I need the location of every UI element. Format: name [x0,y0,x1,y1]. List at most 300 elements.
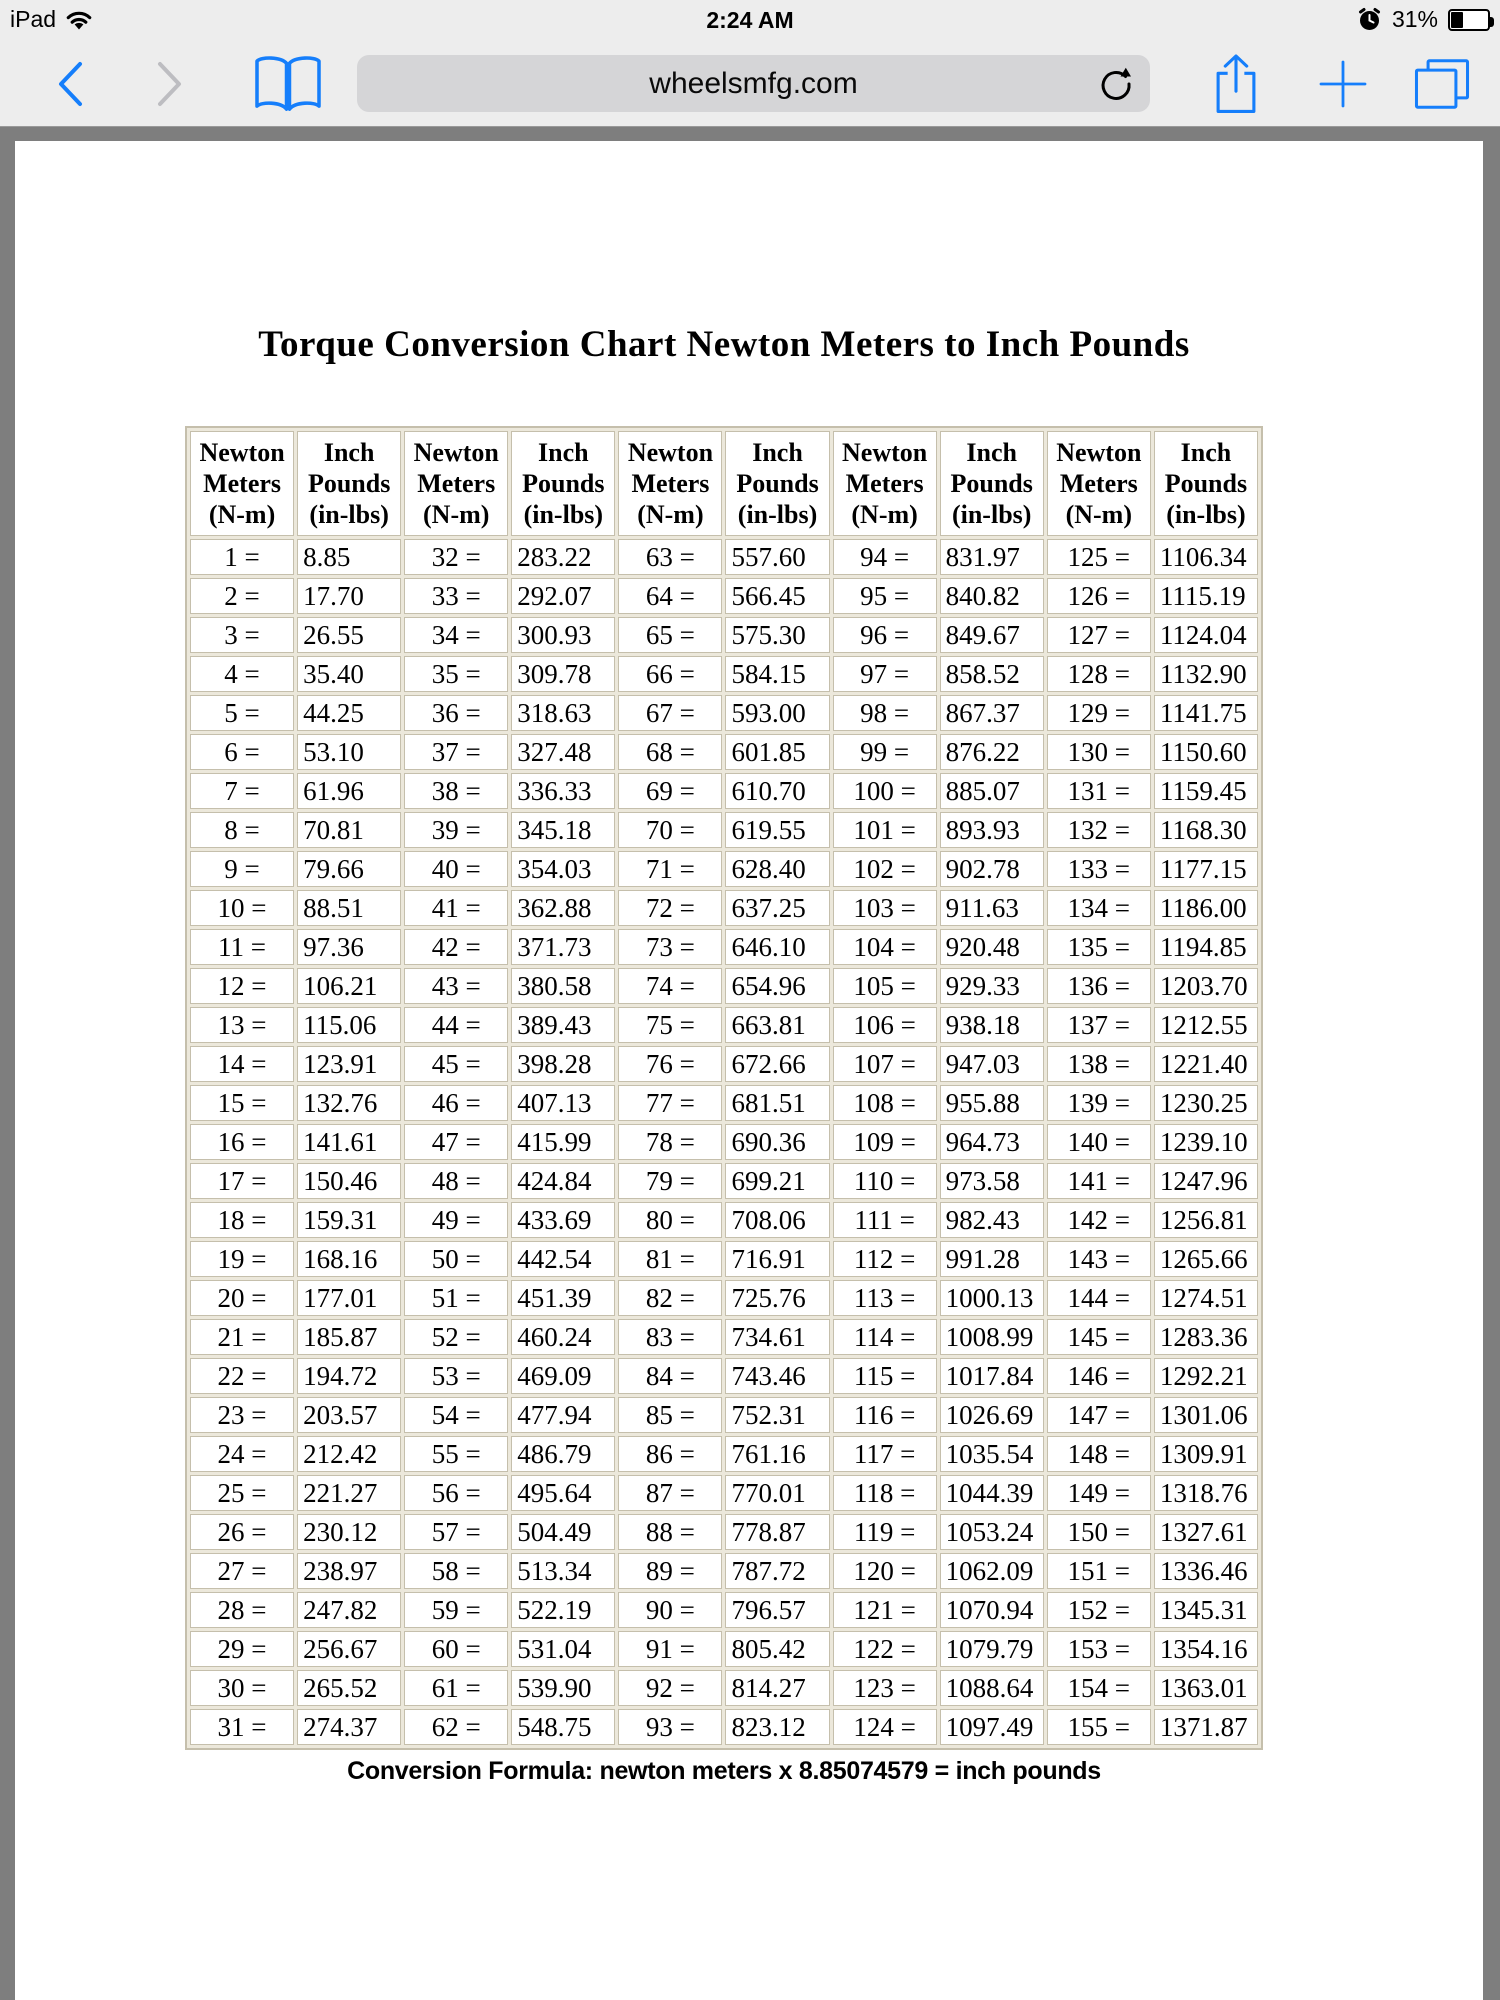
inch-pounds-cell: 398.28 [511,1046,615,1082]
newton-meters-cell: 137 = [1047,1007,1151,1043]
inch-pounds-cell: 991.28 [940,1241,1044,1277]
newton-meters-cell: 92 = [618,1670,722,1706]
inch-pounds-cell: 1159.45 [1154,773,1258,809]
newton-meters-cell: 142 = [1047,1202,1151,1238]
newton-meters-cell: 38 = [404,773,508,809]
newton-meters-cell: 76 = [618,1046,722,1082]
table-row [190,1553,1258,1589]
newton-meters-cell: 116 = [833,1397,937,1433]
page-title: Torque Conversion Chart Newton Meters to Inch Pounds [258,324,1190,365]
newton-meters-cell: 6 = [190,734,294,770]
newton-meters-cell: 12 = [190,968,294,1004]
table-row [190,734,1258,770]
newton-meters-cell: 53 = [404,1358,508,1394]
newton-meters-cell: 83 = [618,1319,722,1355]
inch-pounds-cell: 460.24 [511,1319,615,1355]
newton-meters-cell: 48 = [404,1163,508,1199]
newton-meters-cell: 123 = [833,1670,937,1706]
inch-pounds-cell: 1283.36 [1154,1319,1258,1355]
newton-meters-cell: 140 = [1047,1124,1151,1160]
alarm-icon [1357,7,1382,32]
newton-meters-cell: 154 = [1047,1670,1151,1706]
inch-pounds-cell: 858.52 [940,656,1044,692]
inch-pounds-cell: 1363.01 [1154,1670,1258,1706]
newton-meters-cell: 39 = [404,812,508,848]
table-row [190,929,1258,965]
inch-pounds-cell: 168.16 [297,1241,401,1277]
newton-meters-cell: 68 = [618,734,722,770]
inch-pounds-cell: 699.21 [725,1163,829,1199]
inch-pounds-cell: 1318.76 [1154,1475,1258,1511]
inch-pounds-cell: 1070.94 [940,1592,1044,1628]
newton-meters-cell: 41 = [404,890,508,926]
inch-pounds-cell: 805.42 [725,1631,829,1667]
newton-meters-cell: 85 = [618,1397,722,1433]
newton-meters-cell: 29 = [190,1631,294,1667]
inch-pounds-cell: 238.97 [297,1553,401,1589]
table-row [190,1241,1258,1277]
table-row [190,1631,1258,1667]
inch-pounds-cell: 522.19 [511,1592,615,1628]
inch-pounds-cell: 327.48 [511,734,615,770]
newton-meters-cell: 28 = [190,1592,294,1628]
inch-pounds-cell: 1371.87 [1154,1709,1258,1745]
inch-pounds-cell: 132.76 [297,1085,401,1121]
inch-pounds-cell: 354.03 [511,851,615,887]
newton-meters-cell: 147 = [1047,1397,1151,1433]
inch-pounds-cell: 929.33 [940,968,1044,1004]
newton-meters-cell: 72 = [618,890,722,926]
inch-pounds-cell: 548.75 [511,1709,615,1745]
tabs-button[interactable] [1400,40,1484,127]
inch-pounds-cell: 1336.46 [1154,1553,1258,1589]
newton-meters-cell: 10 = [190,890,294,926]
newton-meters-cell: 117 = [833,1436,937,1472]
table-row [190,1085,1258,1121]
inch-pounds-cell: 672.66 [725,1046,829,1082]
inch-pounds-cell: 840.82 [940,578,1044,614]
inch-pounds-cell: 663.81 [725,1007,829,1043]
inch-pounds-cell: 646.10 [725,929,829,965]
inch-pounds-cell: 814.27 [725,1670,829,1706]
inch-pounds-cell: 601.85 [725,734,829,770]
inch-pounds-cell: 1230.25 [1154,1085,1258,1121]
inch-pounds-cell: 708.06 [725,1202,829,1238]
inch-pounds-cell: 292.07 [511,578,615,614]
inch-pounds-cell: 902.78 [940,851,1044,887]
table-row [190,1514,1258,1550]
inch-pounds-cell: 451.39 [511,1280,615,1316]
table-row [190,1709,1258,1745]
reload-button[interactable] [1096,64,1136,104]
inch-pounds-cell: 1088.64 [940,1670,1044,1706]
newton-meters-cell: 32 = [404,539,508,575]
inch-pounds-cell: 1097.49 [940,1709,1044,1745]
newton-meters-cell: 49 = [404,1202,508,1238]
newton-meters-cell: 15 = [190,1085,294,1121]
newton-meters-cell: 65 = [618,617,722,653]
newton-meters-cell: 135 = [1047,929,1151,965]
newton-meters-cell: 78 = [618,1124,722,1160]
newton-meters-cell: 141 = [1047,1163,1151,1199]
inch-pounds-cell: 1327.61 [1154,1514,1258,1550]
inch-pounds-cell: 486.79 [511,1436,615,1472]
inch-pounds-cell: 876.22 [940,734,1044,770]
newton-meters-cell: 138 = [1047,1046,1151,1082]
inch-pounds-cell: 469.09 [511,1358,615,1394]
inch-pounds-cell: 35.40 [297,656,401,692]
inch-pounds-cell: 849.67 [940,617,1044,653]
inch-pounds-cell: 26.55 [297,617,401,653]
safari-toolbar [0,40,1500,127]
inch-pounds-cell: 681.51 [725,1085,829,1121]
address-bar[interactable] [357,55,1150,112]
newton-meters-cell: 46 = [404,1085,508,1121]
newton-meters-cell: 75 = [618,1007,722,1043]
table-row [190,1319,1258,1355]
newton-meters-cell: 104 = [833,929,937,965]
newton-meters-cell: 100 = [833,773,937,809]
table-row [190,851,1258,887]
newton-meters-cell: 52 = [404,1319,508,1355]
table-row [190,1475,1258,1511]
newton-meters-cell: 143 = [1047,1241,1151,1277]
chevron-left-icon [56,60,84,108]
newton-meters-cell: 111 = [833,1202,937,1238]
inch-pounds-cell: 1239.10 [1154,1124,1258,1160]
newton-meters-cell: 87 = [618,1475,722,1511]
share-icon [1212,53,1260,115]
newton-meters-cell: 7 = [190,773,294,809]
header-inch-pounds: Inch Pounds (in-lbs) [297,431,401,536]
table-row [190,1202,1258,1238]
newton-meters-cell: 79 = [618,1163,722,1199]
table-row [190,1163,1258,1199]
newton-meters-cell: 126 = [1047,578,1151,614]
inch-pounds-cell: 1309.91 [1154,1436,1258,1472]
inch-pounds-cell: 1150.60 [1154,734,1258,770]
inch-pounds-cell: 495.64 [511,1475,615,1511]
newton-meters-cell: 114 = [833,1319,937,1355]
inch-pounds-cell: 265.52 [297,1670,401,1706]
inch-pounds-cell: 283.22 [511,539,615,575]
newton-meters-cell: 119 = [833,1514,937,1550]
newton-meters-cell: 150 = [1047,1514,1151,1550]
inch-pounds-cell: 433.69 [511,1202,615,1238]
newton-meters-cell: 23 = [190,1397,294,1433]
newton-meters-cell: 88 = [618,1514,722,1550]
newton-meters-cell: 14 = [190,1046,294,1082]
inch-pounds-cell: 150.46 [297,1163,401,1199]
plus-icon [1317,58,1369,110]
table-row [190,1358,1258,1394]
newton-meters-cell: 1 = [190,539,294,575]
inch-pounds-cell: 831.97 [940,539,1044,575]
inch-pounds-cell: 593.00 [725,695,829,731]
newton-meters-cell: 134 = [1047,890,1151,926]
newton-meters-cell: 69 = [618,773,722,809]
inch-pounds-cell: 1354.16 [1154,1631,1258,1667]
newton-meters-cell: 109 = [833,1124,937,1160]
inch-pounds-cell: 1221.40 [1154,1046,1258,1082]
inch-pounds-cell: 230.12 [297,1514,401,1550]
newton-meters-cell: 107 = [833,1046,937,1082]
newton-meters-cell: 17 = [190,1163,294,1199]
inch-pounds-cell: 761.16 [725,1436,829,1472]
newton-meters-cell: 108 = [833,1085,937,1121]
inch-pounds-cell: 690.36 [725,1124,829,1160]
newton-meters-cell: 20 = [190,1280,294,1316]
newton-meters-cell: 90 = [618,1592,722,1628]
status-bar [0,0,1500,40]
newton-meters-cell: 74 = [618,968,722,1004]
inch-pounds-cell: 17.70 [297,578,401,614]
newton-meters-cell: 127 = [1047,617,1151,653]
newton-meters-cell: 33 = [404,578,508,614]
table-row [190,968,1258,1004]
chevron-right-icon [156,60,184,108]
web-page [15,141,1483,2000]
inch-pounds-cell: 1212.55 [1154,1007,1258,1043]
inch-pounds-cell: 362.88 [511,890,615,926]
newton-meters-cell: 5 = [190,695,294,731]
newton-meters-cell: 121 = [833,1592,937,1628]
inch-pounds-cell: 743.46 [725,1358,829,1394]
table-row [190,1280,1258,1316]
newton-meters-cell: 101 = [833,812,937,848]
newton-meters-cell: 84 = [618,1358,722,1394]
inch-pounds-cell: 1345.31 [1154,1592,1258,1628]
table-row [190,1046,1258,1082]
inch-pounds-cell: 787.72 [725,1553,829,1589]
battery-percent: 31% [1391,6,1438,32]
header-newton-meters: Newton Meters (N-m) [404,431,508,536]
inch-pounds-cell: 203.57 [297,1397,401,1433]
inch-pounds-cell: 415.99 [511,1124,615,1160]
newton-meters-cell: 50 = [404,1241,508,1277]
newton-meters-cell: 133 = [1047,851,1151,887]
inch-pounds-cell: 885.07 [940,773,1044,809]
newton-meters-cell: 34 = [404,617,508,653]
device-label: iPad [10,6,57,32]
inch-pounds-cell: 159.31 [297,1202,401,1238]
inch-pounds-cell: 345.18 [511,812,615,848]
newton-meters-cell: 45 = [404,1046,508,1082]
inch-pounds-cell: 893.93 [940,812,1044,848]
newton-meters-cell: 149 = [1047,1475,1151,1511]
newton-meters-cell: 136 = [1047,968,1151,1004]
inch-pounds-cell: 247.82 [297,1592,401,1628]
inch-pounds-cell: 8.85 [297,539,401,575]
newton-meters-cell: 93 = [618,1709,722,1745]
table-row [190,539,1258,575]
new-tab-button[interactable] [1305,40,1381,127]
newton-meters-cell: 8 = [190,812,294,848]
newton-meters-cell: 122 = [833,1631,937,1667]
newton-meters-cell: 112 = [833,1241,937,1277]
inch-pounds-cell: 1044.39 [940,1475,1044,1511]
newton-meters-cell: 148 = [1047,1436,1151,1472]
inch-pounds-cell: 982.43 [940,1202,1044,1238]
newton-meters-cell: 66 = [618,656,722,692]
newton-meters-cell: 4 = [190,656,294,692]
inch-pounds-cell: 212.42 [297,1436,401,1472]
reload-icon [1097,65,1135,103]
inch-pounds-cell: 1256.81 [1154,1202,1258,1238]
inch-pounds-cell: 442.54 [511,1241,615,1277]
newton-meters-cell: 152 = [1047,1592,1151,1628]
inch-pounds-cell: 911.63 [940,890,1044,926]
newton-meters-cell: 59 = [404,1592,508,1628]
newton-meters-cell: 110 = [833,1163,937,1199]
inch-pounds-cell: 1017.84 [940,1358,1044,1394]
newton-meters-cell: 71 = [618,851,722,887]
header-newton-meters: Newton Meters (N-m) [618,431,722,536]
newton-meters-cell: 153 = [1047,1631,1151,1667]
inch-pounds-cell: 955.88 [940,1085,1044,1121]
browser-viewport [0,128,1500,2000]
inch-pounds-cell: 79.66 [297,851,401,887]
newton-meters-cell: 103 = [833,890,937,926]
inch-pounds-cell: 938.18 [940,1007,1044,1043]
inch-pounds-cell: 1132.90 [1154,656,1258,692]
newton-meters-cell: 56 = [404,1475,508,1511]
newton-meters-cell: 42 = [404,929,508,965]
newton-meters-cell: 37 = [404,734,508,770]
header-newton-meters: Newton Meters (N-m) [833,431,937,536]
inch-pounds-cell: 752.31 [725,1397,829,1433]
conversion-table [185,426,1263,1750]
newton-meters-cell: 89 = [618,1553,722,1589]
newton-meters-cell: 80 = [618,1202,722,1238]
inch-pounds-cell: 177.01 [297,1280,401,1316]
inch-pounds-cell: 70.81 [297,812,401,848]
inch-pounds-cell: 477.94 [511,1397,615,1433]
inch-pounds-cell: 1008.99 [940,1319,1044,1355]
inch-pounds-cell: 1247.96 [1154,1163,1258,1199]
open-book-icon [249,53,327,115]
newton-meters-cell: 3 = [190,617,294,653]
newton-meters-cell: 95 = [833,578,937,614]
newton-meters-cell: 54 = [404,1397,508,1433]
newton-meters-cell: 91 = [618,1631,722,1667]
inch-pounds-cell: 796.57 [725,1592,829,1628]
newton-meters-cell: 55 = [404,1436,508,1472]
inch-pounds-cell: 1053.24 [940,1514,1044,1550]
inch-pounds-cell: 97.36 [297,929,401,965]
inch-pounds-cell: 1124.04 [1154,617,1258,653]
newton-meters-cell: 21 = [190,1319,294,1355]
inch-pounds-cell: 61.96 [297,773,401,809]
table-row [190,773,1258,809]
clock-time: 2:24 AM [706,7,794,33]
newton-meters-cell: 146 = [1047,1358,1151,1394]
newton-meters-cell: 43 = [404,968,508,1004]
inch-pounds-cell: 734.61 [725,1319,829,1355]
inch-pounds-cell: 770.01 [725,1475,829,1511]
inch-pounds-cell: 1292.21 [1154,1358,1258,1394]
newton-meters-cell: 64 = [618,578,722,614]
inch-pounds-cell: 654.96 [725,968,829,1004]
newton-meters-cell: 44 = [404,1007,508,1043]
newton-meters-cell: 40 = [404,851,508,887]
inch-pounds-cell: 823.12 [725,1709,829,1745]
inch-pounds-cell: 725.76 [725,1280,829,1316]
newton-meters-cell: 11 = [190,929,294,965]
newton-meters-cell: 51 = [404,1280,508,1316]
forward-button[interactable] [140,40,200,127]
inch-pounds-cell: 513.34 [511,1553,615,1589]
header-inch-pounds: Inch Pounds (in-lbs) [511,431,615,536]
newton-meters-cell: 113 = [833,1280,937,1316]
inch-pounds-cell: 1265.66 [1154,1241,1258,1277]
inch-pounds-cell: 185.87 [297,1319,401,1355]
inch-pounds-cell: 778.87 [725,1514,829,1550]
share-button[interactable] [1198,40,1274,127]
back-button[interactable] [40,40,100,127]
newton-meters-cell: 102 = [833,851,937,887]
newton-meters-cell: 82 = [618,1280,722,1316]
newton-meters-cell: 125 = [1047,539,1151,575]
newton-meters-cell: 97 = [833,656,937,692]
inch-pounds-cell: 300.93 [511,617,615,653]
newton-meters-cell: 144 = [1047,1280,1151,1316]
inch-pounds-cell: 1115.19 [1154,578,1258,614]
inch-pounds-cell: 575.30 [725,617,829,653]
inch-pounds-cell: 424.84 [511,1163,615,1199]
newton-meters-cell: 70 = [618,812,722,848]
newton-meters-cell: 24 = [190,1436,294,1472]
newton-meters-cell: 124 = [833,1709,937,1745]
table-row [190,1670,1258,1706]
inch-pounds-cell: 123.91 [297,1046,401,1082]
newton-meters-cell: 77 = [618,1085,722,1121]
newton-meters-cell: 81 = [618,1241,722,1277]
inch-pounds-cell: 44.25 [297,695,401,731]
inch-pounds-cell: 194.72 [297,1358,401,1394]
newton-meters-cell: 130 = [1047,734,1151,770]
newton-meters-cell: 58 = [404,1553,508,1589]
newton-meters-cell: 27 = [190,1553,294,1589]
battery-fill [1451,12,1463,28]
newton-meters-cell: 63 = [618,539,722,575]
table-row [190,695,1258,731]
inch-pounds-cell: 256.67 [297,1631,401,1667]
newton-meters-cell: 61 = [404,1670,508,1706]
inch-pounds-cell: 141.61 [297,1124,401,1160]
newton-meters-cell: 128 = [1047,656,1151,692]
header-newton-meters: Newton Meters (N-m) [190,431,294,536]
newton-meters-cell: 132 = [1047,812,1151,848]
newton-meters-cell: 139 = [1047,1085,1151,1121]
inch-pounds-cell: 115.06 [297,1007,401,1043]
inch-pounds-cell: 274.37 [297,1709,401,1745]
newton-meters-cell: 62 = [404,1709,508,1745]
bookmarks-button[interactable] [243,40,333,127]
inch-pounds-cell: 380.58 [511,968,615,1004]
inch-pounds-cell: 371.73 [511,929,615,965]
inch-pounds-cell: 947.03 [940,1046,1044,1082]
newton-meters-cell: 73 = [618,929,722,965]
header-inch-pounds: Inch Pounds (in-lbs) [725,431,829,536]
inch-pounds-cell: 1194.85 [1154,929,1258,965]
newton-meters-cell: 99 = [833,734,937,770]
table-row [190,1397,1258,1433]
inch-pounds-cell: 628.40 [725,851,829,887]
inch-pounds-cell: 1079.79 [940,1631,1044,1667]
inch-pounds-cell: 619.55 [725,812,829,848]
newton-meters-cell: 31 = [190,1709,294,1745]
